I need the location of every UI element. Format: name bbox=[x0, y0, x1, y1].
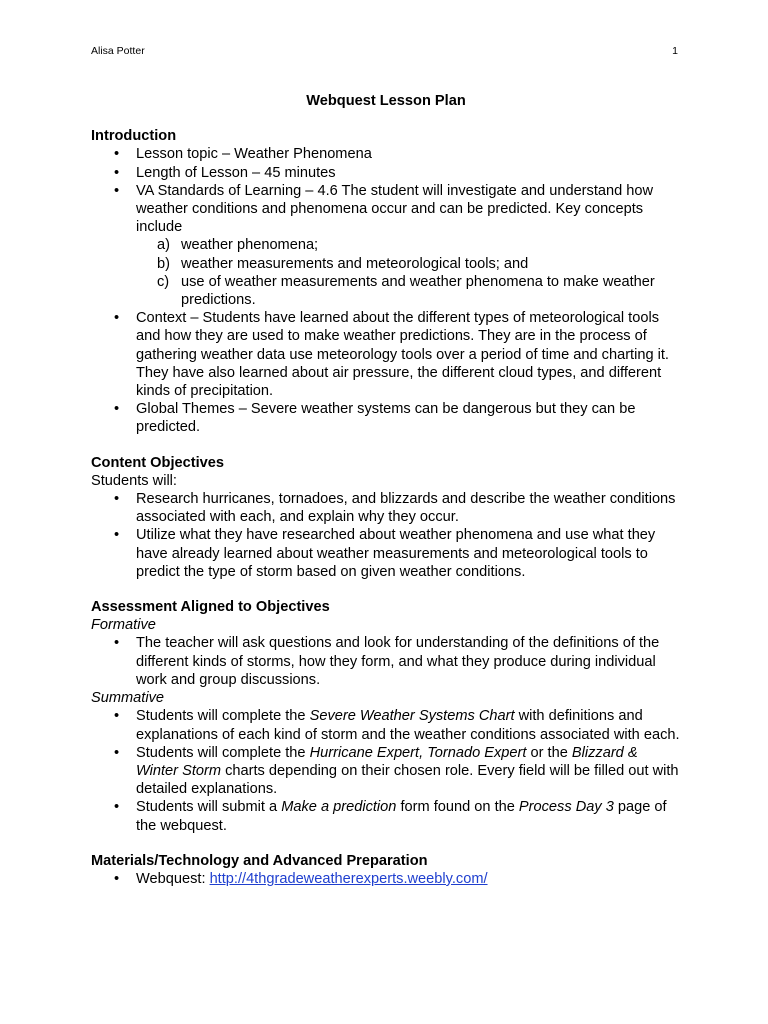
section-introduction bbox=[91, 127, 681, 436]
section-heading: Introduction bbox=[91, 128, 177, 145]
text-run: Students will complete the bbox=[136, 708, 310, 725]
list-item bbox=[91, 634, 681, 689]
sub-list-text: weather measurements and meteorological tools; and bbox=[181, 255, 529, 272]
section-content-objectives bbox=[91, 454, 681, 581]
list-item-text: The teacher will ask questions and look for understanding of the definitions of the different kinds of storms, how they form, and what they produce during individual work and group discussions. bbox=[136, 635, 660, 688]
sub-list-marker: b) bbox=[157, 255, 170, 272]
list-item bbox=[91, 490, 681, 526]
bullet-icon: • bbox=[114, 708, 120, 725]
sub-list-item bbox=[136, 273, 681, 309]
header-author: Alisa Potter bbox=[91, 45, 145, 57]
bullet-icon: • bbox=[114, 401, 120, 418]
chart-title-ref: Blizzard & Winter Storm bbox=[136, 744, 638, 779]
bullet-list bbox=[91, 634, 681, 689]
section-materials bbox=[91, 852, 681, 888]
form-title-ref: Make a prediction bbox=[281, 799, 397, 816]
list-item bbox=[91, 182, 681, 309]
text-run: or the bbox=[526, 744, 572, 761]
text-run: Students will complete the bbox=[136, 744, 310, 761]
bullet-icon: • bbox=[114, 870, 120, 887]
text-run: charts depending on their chosen role. Every field will be filled out with detailed explanations. bbox=[136, 762, 679, 798]
page-title-ref: Process Day 3 bbox=[518, 799, 614, 816]
bullet-list bbox=[91, 145, 681, 436]
list-item-text: Utilize what they have researched about weather phenomena and use what they have already learned about weather measurements and meteorological tools to predict the type of storm based on given weather conditions. bbox=[136, 527, 656, 580]
sub-list-item bbox=[136, 255, 681, 273]
list-item bbox=[91, 145, 681, 163]
list-item-text: Length of Lesson – 45 minutes bbox=[136, 164, 336, 181]
bullet-icon: • bbox=[114, 164, 120, 181]
bullet-icon: • bbox=[114, 635, 120, 652]
text-run: Students will submit a bbox=[136, 799, 282, 816]
list-item-text: Lesson topic – Weather Phenomena bbox=[136, 146, 372, 163]
list-item bbox=[91, 400, 681, 436]
sub-list-text: use of weather measurements and weather phenomena to make weather predictions. bbox=[181, 273, 655, 309]
bullet-list bbox=[91, 707, 681, 834]
sub-list-item bbox=[136, 236, 681, 254]
list-item bbox=[91, 798, 681, 834]
document-body bbox=[91, 92, 681, 905]
list-item bbox=[91, 744, 681, 799]
lead-text: Students will: bbox=[91, 472, 177, 489]
list-item-text: VA Standards of Learning – 4.6 The student will investigate and understand how weather conditions and phenomena occur and can be predicted. Key concepts include bbox=[136, 182, 654, 236]
list-item bbox=[91, 707, 681, 743]
sub-list-marker: a) bbox=[157, 237, 170, 254]
bullet-icon: • bbox=[114, 182, 120, 199]
list-item bbox=[91, 309, 681, 400]
section-heading: Assessment Aligned to Objectives bbox=[91, 599, 330, 616]
header-page-number: 1 bbox=[672, 45, 678, 57]
bullet-icon: • bbox=[114, 799, 120, 816]
webquest-link[interactable]: http://4thgradeweatherexperts.weebly.com/ bbox=[209, 870, 488, 887]
bullet-icon: • bbox=[114, 491, 120, 508]
subheading-summative: Summative bbox=[91, 690, 164, 707]
subheading-formative: Formative bbox=[91, 617, 156, 634]
document-title: Webquest Lesson Plan bbox=[306, 93, 466, 109]
text-run: page of the webquest. bbox=[136, 799, 667, 834]
list-item bbox=[91, 164, 681, 182]
chart-title-ref: Severe Weather Systems Chart bbox=[309, 708, 515, 725]
list-item-text: Context – Students have learned about the different types of meteorological tools and how they are used to make weather predictions. They are in the process of gathering weather data use meteorology tools over a period of time and charting it. They have also learned about air pressure, the different cloud types, and different kinds of precipitation. bbox=[136, 310, 669, 400]
list-item-text: Research hurricanes, tornadoes, and blizzards and describe the weather conditions associated with each, and explain why they occur. bbox=[136, 491, 676, 526]
bullet-icon: • bbox=[114, 146, 120, 163]
section-assessment bbox=[91, 598, 681, 835]
list-item-text: Global Themes – Severe weather systems can be dangerous but they can be predicted. bbox=[136, 401, 636, 436]
webquest-label: Webquest: bbox=[136, 870, 210, 887]
sub-list bbox=[136, 236, 681, 309]
text-run: with definitions and explanations of each kind of storm and the weather conditions associated with each. bbox=[136, 708, 680, 743]
section-heading: Content Objectives bbox=[91, 454, 224, 471]
sub-list-marker: c) bbox=[157, 273, 170, 290]
chart-title-ref: Hurricane Expert, Tornado Expert bbox=[309, 744, 527, 761]
list-item bbox=[91, 526, 681, 581]
bullet-icon: • bbox=[114, 310, 120, 327]
list-item bbox=[91, 870, 681, 888]
bullet-list bbox=[91, 870, 681, 888]
section-heading: Materials/Technology and Advanced Preparation bbox=[91, 852, 428, 869]
text-run: form found on the bbox=[396, 799, 519, 816]
bullet-list bbox=[91, 490, 681, 581]
bullet-icon: • bbox=[114, 744, 120, 761]
sub-list-text: weather phenomena; bbox=[181, 237, 319, 254]
bullet-icon: • bbox=[114, 527, 120, 544]
